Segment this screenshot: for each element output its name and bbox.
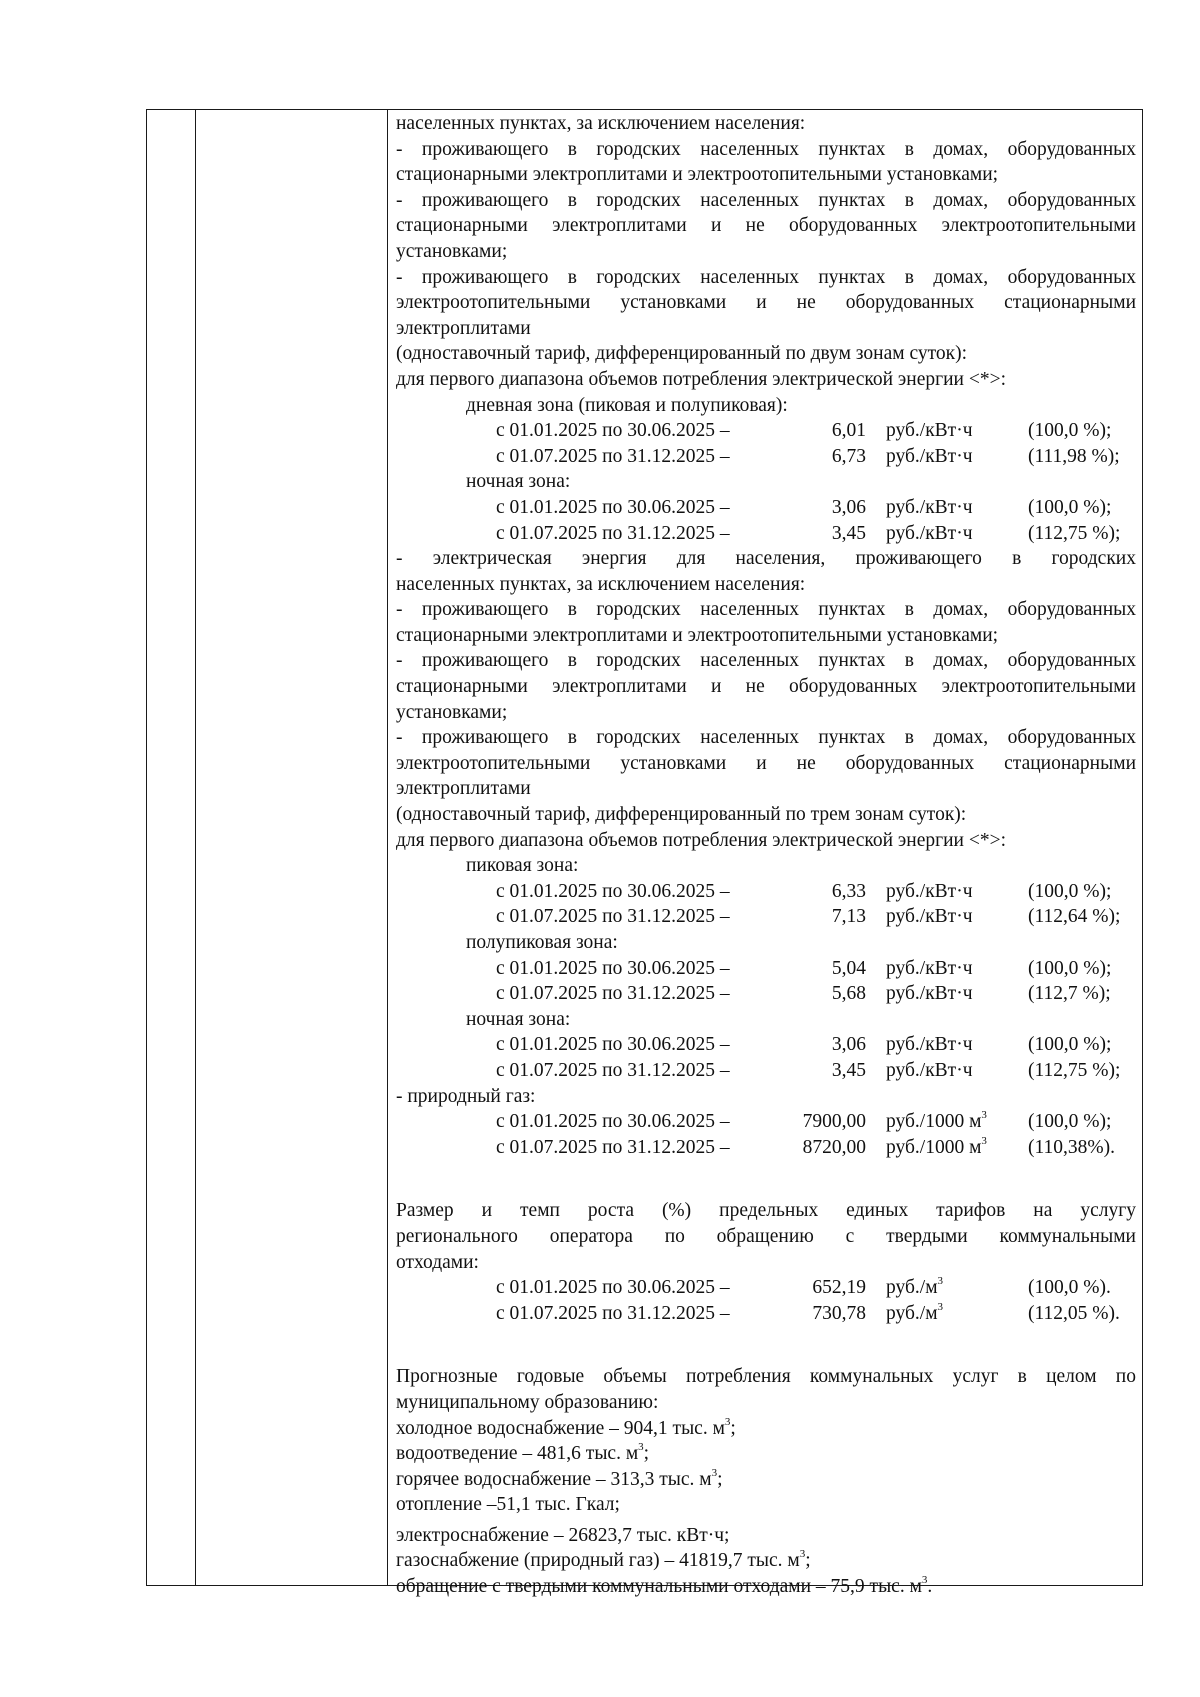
text-line: регионального оператора по обращению с твердыми коммунальными	[396, 1225, 1136, 1247]
unit-superscript: 3	[724, 1415, 731, 1428]
forecast-item	[396, 1416, 1136, 1442]
tariff-unit: руб./кВт·ч	[886, 906, 973, 928]
text-line: (одноставочный тариф, дифференцированный по трем зонам суток):	[396, 804, 967, 826]
tariff-row	[396, 1109, 1136, 1135]
tariff-row	[396, 1135, 1136, 1161]
tariff-unit	[886, 1301, 943, 1327]
unit-superscript: 3	[711, 1466, 718, 1479]
text-line: отходами:	[396, 1251, 479, 1273]
tariff-period: с 01.07.2025 по 31.12.2025 –	[496, 522, 730, 544]
text-line: электроотопительными установками и не оборудованных стационарными	[396, 752, 1136, 774]
tariff-value: 6,01	[831, 420, 866, 442]
tariff-row	[396, 495, 1136, 521]
tariff-value: 3,06	[831, 496, 866, 518]
tariff-period: с 01.07.2025 по 31.12.2025 –	[496, 445, 730, 467]
unit-text: руб./м	[886, 1277, 938, 1299]
forecast-text: водоотведение – 481,6 тыс. м	[396, 1443, 639, 1465]
tariff-unit: руб./кВт·ч	[886, 420, 973, 442]
column-divider-2	[387, 109, 388, 1586]
unit-superscript: 3	[981, 1109, 987, 1122]
spacer	[396, 1160, 1136, 1198]
unit-superscript: 3	[638, 1441, 644, 1454]
text-line: электроплитами	[396, 778, 531, 800]
tariff-value: 3,45	[831, 1059, 866, 1081]
forecast-text: холодное водоснабжение – 904,1 тыс. м	[396, 1417, 725, 1439]
forecast-text: отопление –51,1 тыс. Гкал;	[396, 1494, 620, 1516]
tariff-unit: руб./кВт·ч	[886, 1059, 973, 1081]
unit-superscript: 3	[921, 1574, 928, 1587]
text-line: - проживающего в городских населенных пунктах в домах, оборудованных	[396, 138, 1136, 160]
tariff-period: с 01.01.2025 по 30.06.2025 –	[496, 1034, 730, 1056]
tariff-unit: руб./кВт·ч	[886, 983, 973, 1005]
tariff-value: 7900,00	[802, 1111, 866, 1133]
unit-text: руб./м	[886, 1302, 938, 1324]
tariff-unit: руб./кВт·ч	[886, 957, 973, 979]
tariff-value: 5,04	[831, 957, 866, 979]
forecast-item	[396, 1492, 1136, 1518]
tariff-row	[396, 956, 1136, 982]
tariff-period: с 01.07.2025 по 31.12.2025 –	[496, 1302, 730, 1324]
tariff-period: с 01.01.2025 по 30.06.2025 –	[496, 496, 730, 518]
tariff-period: с 01.01.2025 по 30.06.2025 –	[496, 880, 730, 902]
table-cell-content	[396, 111, 1136, 1600]
tariff-value: 652,19	[812, 1277, 866, 1299]
tariff-percent: (100,0 %);	[1028, 420, 1112, 442]
forecast-text: горячее водоснабжение – 313,3 тыс. м	[396, 1468, 712, 1490]
tariff-period: с 01.07.2025 по 31.12.2025 –	[496, 1136, 730, 1158]
text-line: установками;	[396, 240, 508, 262]
tariff-row	[396, 1058, 1136, 1084]
tariff-unit: руб./кВт·ч	[886, 496, 973, 518]
tariff-row	[396, 418, 1136, 444]
tariff-period: с 01.01.2025 по 30.06.2025 –	[496, 1111, 730, 1133]
tariff-row	[396, 981, 1136, 1007]
tariff-period: с 01.01.2025 по 30.06.2025 –	[496, 1277, 730, 1299]
tariff-percent: (112,7 %);	[1028, 983, 1111, 1005]
tariff-value: 8720,00	[802, 1136, 866, 1158]
tariff-period: с 01.07.2025 по 31.12.2025 –	[496, 983, 730, 1005]
zone-label: дневная зона (пиковая и полупиковая):	[466, 394, 788, 416]
tariff-unit: руб./кВт·ч	[886, 522, 973, 544]
text-line: для первого диапазона объемов потребления электрической энергии <*>:	[396, 829, 1007, 851]
forecast-item	[396, 1548, 1136, 1574]
unit-superscript: 3	[981, 1134, 987, 1147]
unit-superscript: 3	[799, 1548, 806, 1561]
tariff-percent: (111,98 %);	[1028, 445, 1120, 467]
forecast-text: обращение с твердыми коммунальными отходами – 75,9 тыс. м	[396, 1576, 922, 1598]
text-line: населенных пунктах, за исключением населения:	[396, 573, 806, 595]
forecast-text: электроснабжение – 26823,7 тыс. кВт·ч;	[396, 1524, 730, 1546]
forecast-item	[396, 1574, 1136, 1600]
tariff-row	[396, 879, 1136, 905]
unit-text: руб./1000 м	[886, 1136, 982, 1158]
gas-label: - природный газ:	[396, 1085, 536, 1107]
tariff-percent: (100,0 %);	[1028, 1034, 1112, 1056]
tariff-value: 6,73	[831, 445, 866, 467]
text-line: электроотопительными установками и не оборудованных стационарными	[396, 292, 1136, 314]
forecast-item	[396, 1467, 1136, 1493]
tariff-unit	[886, 1135, 987, 1161]
zone-label: полупиковая зона:	[466, 932, 618, 953]
tariff-percent: (112,75 %);	[1028, 1059, 1121, 1081]
tariff-unit: руб./кВт·ч	[886, 880, 973, 902]
unit-superscript: 3	[937, 1275, 944, 1288]
text-line: - проживающего в городских населенных пунктах в домах, оборудованных	[396, 189, 1136, 211]
tariff-percent: (100,0 %);	[1028, 957, 1112, 979]
tariff-row	[396, 444, 1136, 470]
text-line: - проживающего в городских населенных пунктах в домах, оборудованных	[396, 599, 1136, 621]
text-line: стационарными электроплитами и не оборудованных электроотопительными	[396, 215, 1136, 237]
text-line: Прогнозные годовые объемы потребления коммунальных услуг в целом по	[396, 1366, 1136, 1388]
zone-label: пиковая зона:	[466, 855, 579, 877]
tariff-percent: (100,0 %);	[1028, 1111, 1112, 1133]
text-line: Размер и темп роста (%) предельных единых тарифов на услугу	[396, 1200, 1136, 1222]
tariff-row	[396, 1032, 1136, 1058]
text-line: установками;	[396, 701, 508, 723]
tariff-row	[396, 904, 1136, 930]
tariff-row	[396, 1275, 1136, 1301]
text-line: (одноставочный тариф, дифференцированный по двум зонам суток):	[396, 343, 967, 365]
forecast-item	[396, 1523, 1136, 1549]
tariff-percent: (100,0 %);	[1028, 496, 1112, 518]
text-line: - проживающего в городских населенных пунктах в домах, оборудованных	[396, 727, 1136, 749]
unit-superscript: 3	[937, 1300, 944, 1313]
tariff-period: с 01.01.2025 по 30.06.2025 –	[496, 420, 730, 442]
zone-label: ночная зона:	[466, 471, 571, 493]
spacer	[396, 1326, 1136, 1364]
forecast-tail: ;	[730, 1417, 736, 1439]
text-line: для первого диапазона объемов потребления электрической энергии <*>:	[396, 368, 1007, 390]
text-line: - электрическая энергия для населения, проживающего в городских	[396, 548, 1136, 570]
tariff-period: с 01.01.2025 по 30.06.2025 –	[496, 957, 730, 979]
tariff-value: 730,78	[812, 1302, 866, 1324]
text-line: стационарными электроплитами и электроотопительными установками;	[396, 164, 999, 186]
forecast-tail: ;	[643, 1443, 650, 1465]
tariff-percent: (100,0 %).	[1028, 1277, 1111, 1299]
text-line: стационарными электроплитами и не оборудованных электроотопительными	[396, 676, 1136, 698]
unit-text: руб./1000 м	[886, 1111, 982, 1133]
tariff-percent: (112,75 %);	[1028, 522, 1121, 544]
forecast-tail: .	[927, 1576, 933, 1598]
forecast-tail: ;	[805, 1550, 811, 1572]
tariff-value: 5,68	[831, 983, 866, 1005]
tariff-percent: (100,0 %);	[1028, 880, 1112, 902]
tariff-unit: руб./кВт·ч	[886, 1034, 973, 1056]
tariff-unit: руб./кВт·ч	[886, 445, 973, 467]
forecast-text: газоснабжение (природный газ) – 41819,7 тыс. м	[396, 1550, 800, 1572]
tariff-percent: (112,64 %);	[1028, 906, 1121, 928]
forecast-tail: ;	[717, 1468, 723, 1490]
text-line: стационарными электроплитами и электроотопительными установками;	[396, 624, 999, 646]
tariff-value: 7,13	[831, 906, 866, 928]
text-line: муниципальному образованию:	[396, 1391, 659, 1413]
tariff-value: 3,06	[831, 1034, 866, 1056]
tariff-row	[396, 1301, 1136, 1327]
column-divider-1	[195, 109, 196, 1586]
zone-label: ночная зона:	[466, 1008, 571, 1030]
text-line: - проживающего в городских населенных пунктах в домах, оборудованных	[396, 266, 1136, 288]
text-line: - проживающего в городских населенных пунктах в домах, оборудованных	[396, 650, 1136, 672]
tariff-unit	[886, 1275, 943, 1301]
tariff-row	[396, 521, 1136, 547]
tariff-percent: (110,38%).	[1028, 1136, 1116, 1158]
tariff-period: с 01.07.2025 по 31.12.2025 –	[496, 1059, 730, 1081]
forecast-item	[396, 1441, 1136, 1467]
tariff-percent: (112,05 %).	[1028, 1302, 1120, 1324]
tariff-value: 6,33	[831, 880, 866, 902]
text-line: электроплитами	[396, 317, 531, 339]
tariff-period: с 01.07.2025 по 31.12.2025 –	[496, 906, 730, 928]
text-line: населенных пунктах, за исключением населения:	[396, 113, 806, 134]
tariff-unit	[886, 1109, 987, 1135]
tariff-value: 3,45	[831, 522, 866, 544]
